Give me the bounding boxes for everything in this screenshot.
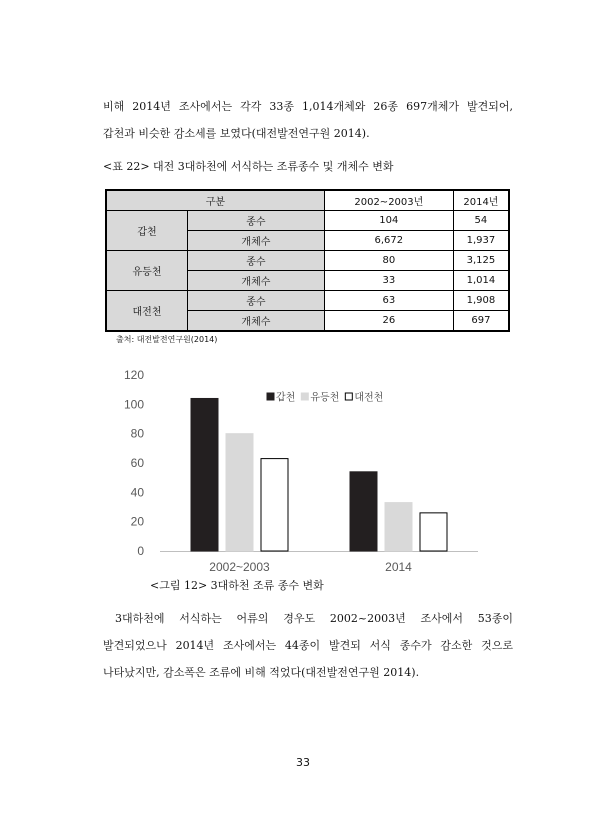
bar xyxy=(420,513,447,551)
row-label: 종수 xyxy=(188,211,325,231)
bar xyxy=(350,472,377,551)
row-label: 개체수 xyxy=(188,311,325,332)
y-tick-label: 40 xyxy=(130,485,144,500)
group-label: 갑천 xyxy=(106,211,188,251)
table-cell: 104 xyxy=(324,211,453,231)
table-cell: 80 xyxy=(324,251,453,271)
y-tick-label: 60 xyxy=(130,456,144,470)
row-label: 종수 xyxy=(188,291,325,311)
legend-swatch xyxy=(301,393,308,400)
table-caption: <표 22> 대전 3대하천에 서식하는 조류종수 및 개체수 변화 xyxy=(103,160,394,173)
bar xyxy=(385,503,412,551)
bar-chart xyxy=(112,362,502,574)
bar xyxy=(261,459,288,551)
group-label: 유등천 xyxy=(106,251,188,291)
text-line: 나타났지만, 감소폭은 조류에 비해 적었다(대전발전연구원 2014). xyxy=(103,666,420,679)
text-line: 발견되었으나 2014년 조사에서는 44종이 발견되 서식 종수가 감소한 것으로 xyxy=(103,639,513,652)
legend-swatch xyxy=(267,393,274,400)
x-tick-label: 2014 xyxy=(385,560,412,574)
table-cell: 697 xyxy=(453,311,509,332)
y-tick-label: 0 xyxy=(137,544,144,558)
header-2002: 2002~2003년 xyxy=(324,190,453,211)
table-source: 출처: 대전발전연구원(2014) xyxy=(116,335,218,344)
bar xyxy=(226,434,253,551)
header-category: 구분 xyxy=(106,190,324,211)
table-cell: 33 xyxy=(324,271,453,291)
text-line: 갑천과 비슷한 감소세를 보였다(대전발전연구원 2014). xyxy=(103,127,370,140)
table-cell: 1,908 xyxy=(453,291,509,311)
row-label: 개체수 xyxy=(188,271,325,291)
table-cell: 63 xyxy=(324,291,453,311)
table-cell: 1,014 xyxy=(453,271,509,291)
row-label: 종수 xyxy=(188,251,325,271)
group-label: 대전천 xyxy=(106,291,188,332)
species-table xyxy=(105,189,510,332)
y-tick-label: 80 xyxy=(130,426,144,441)
table-cell: 1,937 xyxy=(453,231,509,251)
paragraph-top xyxy=(103,93,513,147)
text-line: 3대하천에 서식하는 어류의 경우도 2002~2003년 조사에서 53종이 xyxy=(115,612,513,625)
y-tick-label: 120 xyxy=(123,368,144,382)
paragraph-bottom xyxy=(103,605,513,686)
table-cell: 26 xyxy=(324,311,453,332)
text-line: 비해 2014년 조사에서는 각각 33종 1,014개체와 26종 697개체가 발견되어, xyxy=(103,100,513,113)
figure-caption: <그림 12> 3대하천 조류 종수 변화 xyxy=(150,579,324,592)
table-cell: 3,125 xyxy=(453,251,509,271)
y-tick-label: 100 xyxy=(123,397,144,412)
bar xyxy=(191,398,218,551)
x-tick-label: 2002~2003 xyxy=(209,560,270,574)
table-cell: 54 xyxy=(453,211,509,231)
header-2014: 2014년 xyxy=(453,190,509,211)
legend-label: 대전천 xyxy=(354,392,384,404)
legend-label: 갑천 xyxy=(276,392,296,404)
page-number: 33 xyxy=(296,756,310,769)
row-label: 개체수 xyxy=(188,231,325,251)
y-tick-label: 20 xyxy=(130,514,144,529)
legend-swatch xyxy=(345,393,352,400)
table-cell: 6,672 xyxy=(324,231,453,251)
legend-label: 유등천 xyxy=(310,392,340,404)
